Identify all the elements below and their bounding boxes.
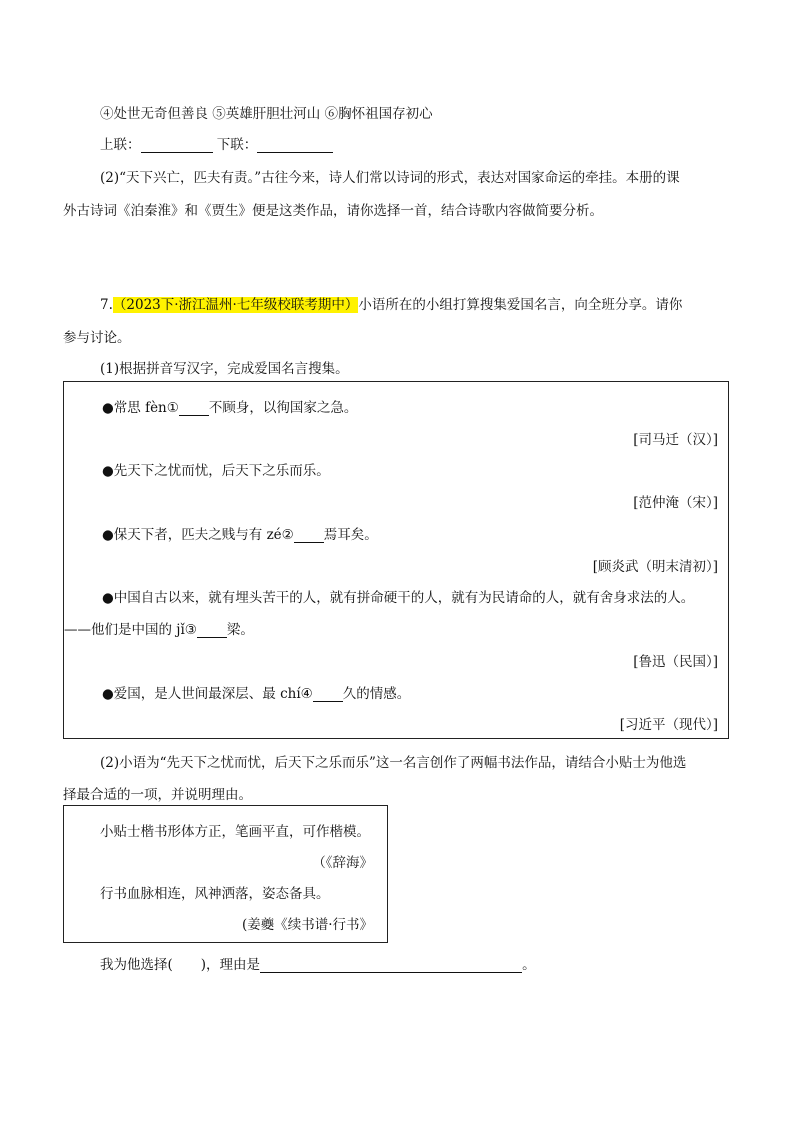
tip-source-cihai: （《辞海》 bbox=[312, 855, 373, 871]
quote-4-line2-text-a: ——他们是中国的 jǐ③ bbox=[64, 622, 197, 638]
tip-xingshu: 行书血脉相连，风神洒落，姿态备具。 bbox=[100, 886, 330, 902]
quote-2-author: [范仲淹（宋）] bbox=[633, 495, 718, 511]
quote-4-author: [鲁迅（民国）] bbox=[633, 654, 718, 670]
quote-3 bbox=[102, 523, 378, 543]
source-tag: （2023下·浙江温州·七年级校联考期中） bbox=[112, 297, 359, 313]
quote-1 bbox=[102, 396, 357, 416]
tip-kaishu: 小贴士楷书形体方正，笔画平直，可作楷模。 bbox=[100, 824, 370, 840]
quote-5-text-a: ●爱国，是人世间最深层、最 chí④ bbox=[102, 686, 313, 702]
quote-4-line2-text-b: 梁。 bbox=[226, 622, 254, 638]
blank-1[interactable] bbox=[179, 402, 209, 416]
q7-intro-text: 小语所在的小组打算搜集爱国名言，向全班分享。请你 bbox=[358, 297, 683, 313]
quote-4-line2 bbox=[64, 618, 254, 638]
blank-3[interactable] bbox=[197, 624, 227, 638]
quote-5-author: [习近平（现代）] bbox=[619, 717, 718, 733]
quote-3-text-a: ●保天下者，匹夫之贱与有 zé② bbox=[102, 527, 294, 543]
shanglian-label: 上联： bbox=[100, 137, 141, 153]
q7-intro-line1 bbox=[100, 293, 682, 313]
answer-end: 。 bbox=[522, 957, 536, 973]
reason-blank[interactable] bbox=[260, 958, 522, 973]
q7-part2-line1: (2)小语为“先天下之忧而忧，后天下之乐而乐”这一名言创作了两幅书法作品，请结合小贴士为他选 bbox=[100, 755, 687, 771]
quote-3-author: [顾炎武（明末清初）] bbox=[592, 559, 718, 575]
xialian-blank[interactable] bbox=[257, 138, 333, 153]
answer-prefix: 我为他选择( bbox=[100, 957, 173, 973]
xialian-label: 下联： bbox=[216, 137, 258, 153]
tip-source-jiangkui: (姜夔《续书谱·行书》 bbox=[241, 917, 373, 933]
tips-box bbox=[63, 805, 388, 943]
quote-1-author: [司马迁（汉）] bbox=[633, 432, 718, 448]
q7-part1-prompt: (1)根据拼音写汉字，完成爱国名言搜集。 bbox=[100, 361, 349, 377]
q7-part2-line2: 择最合适的一项，并说明理由。 bbox=[63, 787, 252, 803]
quote-5-text-b: 久的情感。 bbox=[342, 686, 411, 702]
shanglian-blank[interactable] bbox=[141, 138, 213, 153]
blank-4[interactable] bbox=[313, 688, 343, 702]
quote-2: ●先天下之忧而忧，后天下之乐而乐。 bbox=[102, 463, 330, 479]
quotes-box bbox=[63, 381, 729, 739]
q6-part2-line1: (2)“天下兴亡，匹夫有责。”古往今来，诗人们常以诗词的形式，表达对国家命运的牵挂。本册的课 bbox=[100, 170, 680, 186]
blank-2[interactable] bbox=[294, 529, 324, 543]
q6-part2-line2: 外古诗词《泊秦淮》和《贾生》便是这类作品，请你选择一首，结合诗歌内容做简要分析。 bbox=[63, 203, 603, 219]
quote-1-text-a: ●常思 fèn① bbox=[102, 400, 179, 416]
quote-5 bbox=[102, 682, 410, 702]
quote-3-text-b: 焉耳矣。 bbox=[323, 527, 378, 543]
couplet-answer-line bbox=[100, 133, 333, 153]
quote-4: ●中国自古以来，就有埋头苦干的人，就有拼命硬干的人，就有为民请命的人，就有舍身求法的人。 bbox=[102, 590, 695, 606]
q7-intro-line2: 参与讨论。 bbox=[63, 330, 131, 346]
answer-line bbox=[100, 953, 536, 973]
quote-1-text-b: 不顾身，以徇国家之急。 bbox=[208, 400, 358, 416]
answer-mid: )，理由是 bbox=[200, 957, 261, 973]
question-number: 7. bbox=[100, 297, 113, 313]
q6-options-line: ④处世无奇但善良 ⑤英雄肝胆壮河山 ⑥胸怀祖国存初心 bbox=[100, 106, 433, 122]
